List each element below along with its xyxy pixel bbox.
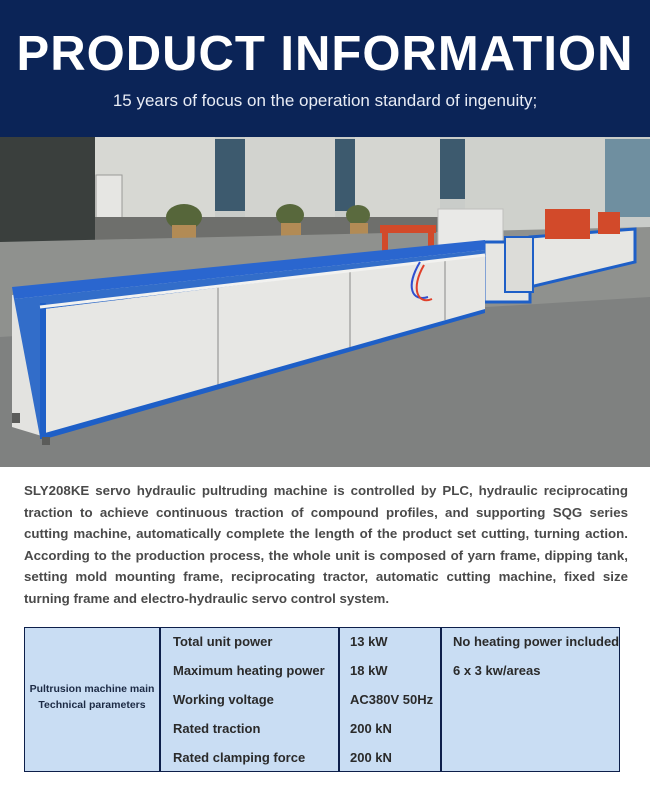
- spec-value: 13 kW: [350, 634, 388, 649]
- spec-note: 6 x 3 kw/areas: [453, 663, 541, 678]
- pultrusion-machine-illustration: [0, 137, 650, 467]
- spec-value: AC380V 50Hz: [350, 692, 434, 707]
- product-description: SLY208KE servo hydraulic pultruding machine is controlled by PLC, hydraulic reciprocating traction to achieve continuous traction of compound profiles, and supporting SQG series cutting machine, automatically complete the length of the product set cutting, turning action. According to the production process, the whole unit is composed of yarn frame, dipping tank, setting mold mounting frame, reciprocating tractor, automatic cutting machine, fixed size turning frame and electro-hydraulic servo control system.: [24, 483, 628, 606]
- spec-param: Maximum heating power: [173, 663, 325, 678]
- spec-table: [24, 627, 620, 772]
- hero-banner: [0, 0, 650, 137]
- spec-table-header: [25, 681, 159, 713]
- spec-divider: [338, 628, 340, 771]
- spec-value: 18 kW: [350, 663, 388, 678]
- spec-header-line1: Pultrusion machine main: [29, 683, 155, 695]
- spec-header-line2: Technical parameters: [38, 699, 146, 711]
- page-subtitle: 15 years of focus on the operation standard of ingenuity;: [112, 91, 538, 110]
- spec-value: 200 kN: [350, 721, 392, 736]
- page-title: PRODUCT INFORMATION: [16, 27, 634, 81]
- spec-param: Rated traction: [173, 721, 261, 736]
- spec-divider: [440, 628, 442, 771]
- spec-value: 200 kN: [350, 750, 392, 765]
- machine-photo: [0, 137, 650, 467]
- spec-param: Total unit power: [173, 634, 273, 649]
- spec-note: No heating power included: [453, 634, 620, 649]
- spec-param: Rated clamping force: [173, 750, 306, 765]
- spec-divider: [159, 628, 161, 771]
- spec-param: Working voltage: [173, 692, 274, 707]
